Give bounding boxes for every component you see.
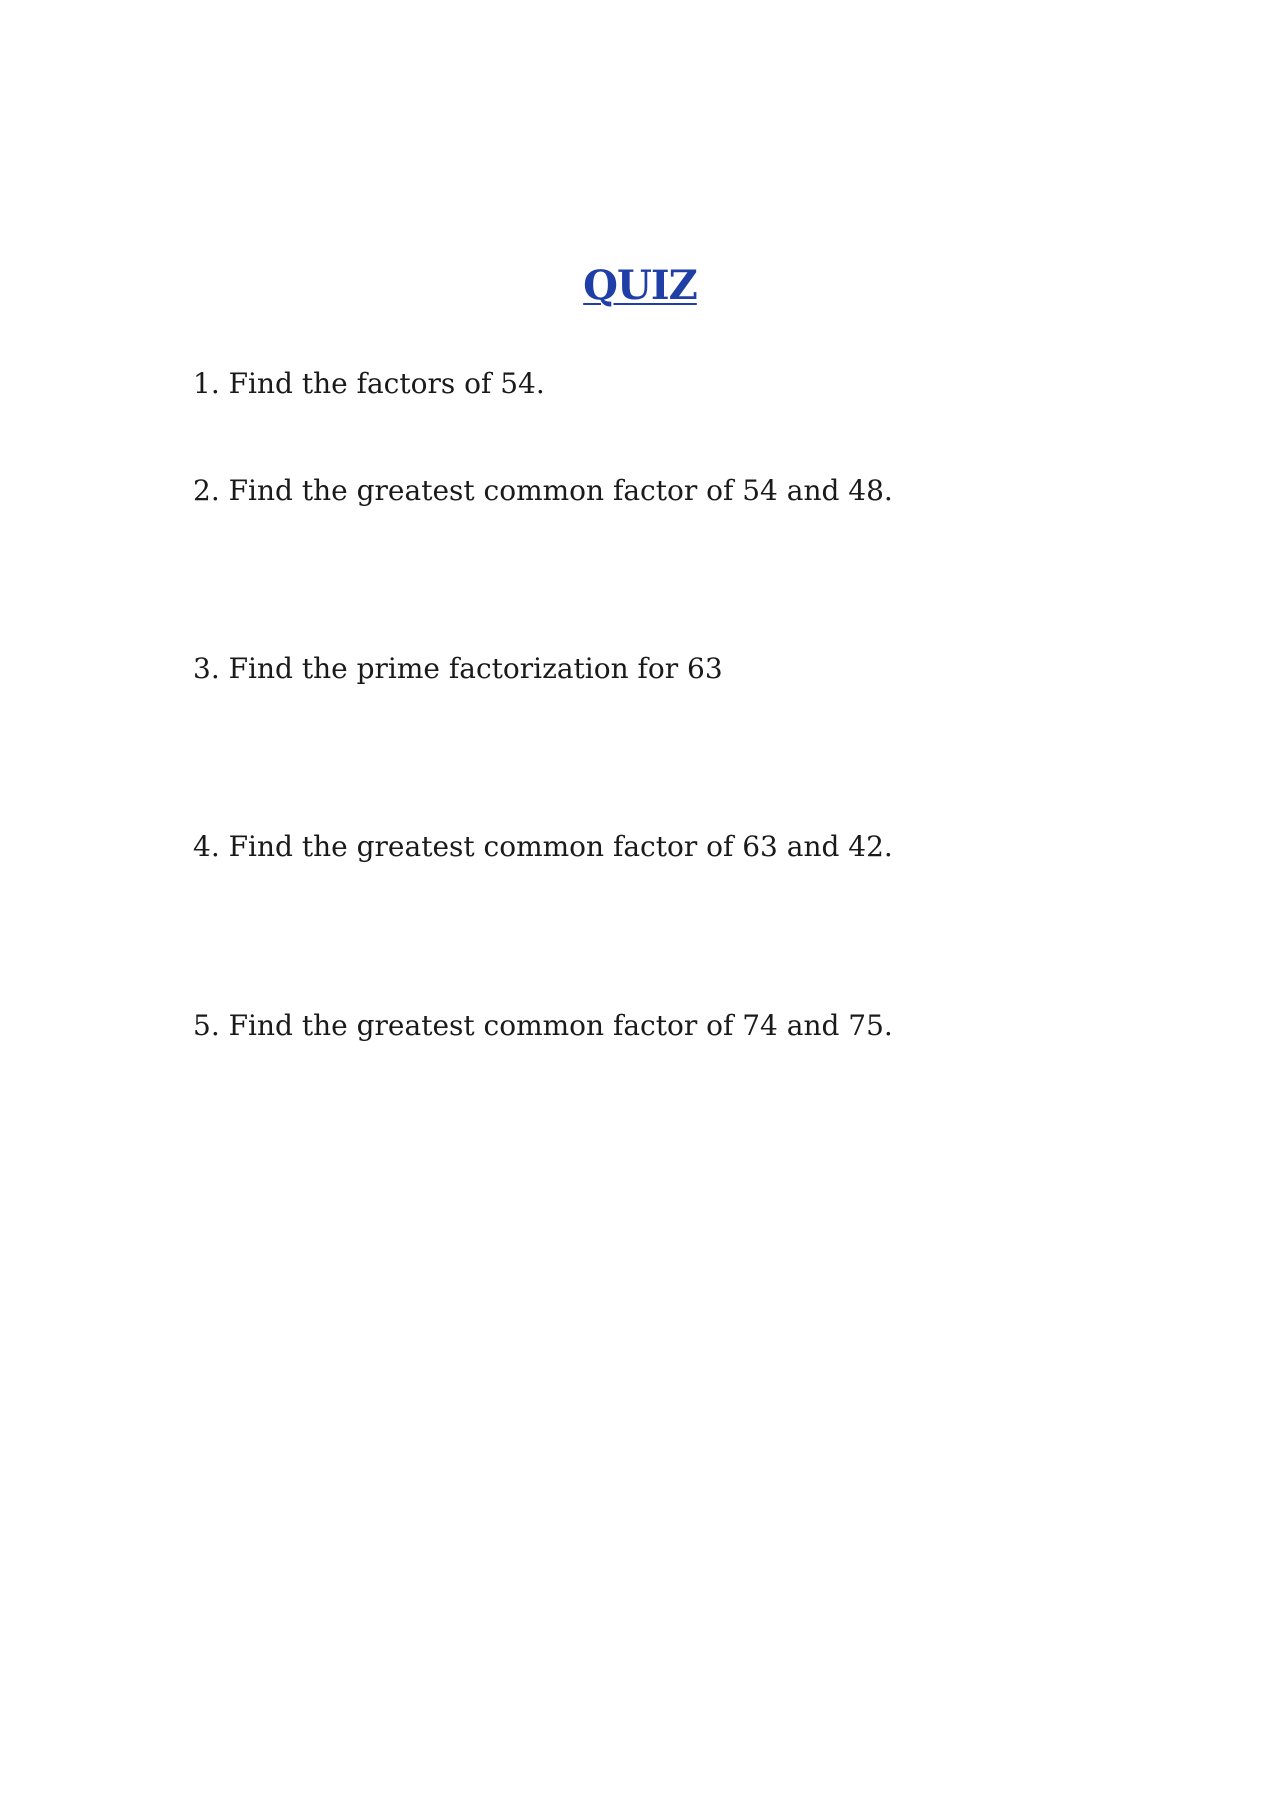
question-item bbox=[193, 829, 893, 865]
question-number: 2. bbox=[193, 474, 220, 507]
question-number: 4. bbox=[193, 830, 220, 863]
question-number: 5. bbox=[193, 1009, 220, 1042]
question-text: Find the greatest common factor of 74 and 75. bbox=[228, 1009, 893, 1042]
title-text: QUIZ bbox=[583, 262, 697, 309]
question-item bbox=[193, 651, 723, 687]
question-number: 1. bbox=[193, 367, 220, 400]
question-item bbox=[193, 473, 893, 509]
question-text: Find the greatest common factor of 63 and 42. bbox=[228, 830, 893, 863]
question-text: Find the greatest common factor of 54 and 48. bbox=[228, 474, 893, 507]
question-item bbox=[193, 366, 545, 402]
question-text: Find the prime factorization for 63 bbox=[228, 652, 723, 685]
question-number: 3. bbox=[193, 652, 220, 685]
question-item bbox=[193, 1008, 893, 1044]
page-title bbox=[0, 262, 1280, 310]
question-text: Find the factors of 54. bbox=[228, 367, 545, 400]
